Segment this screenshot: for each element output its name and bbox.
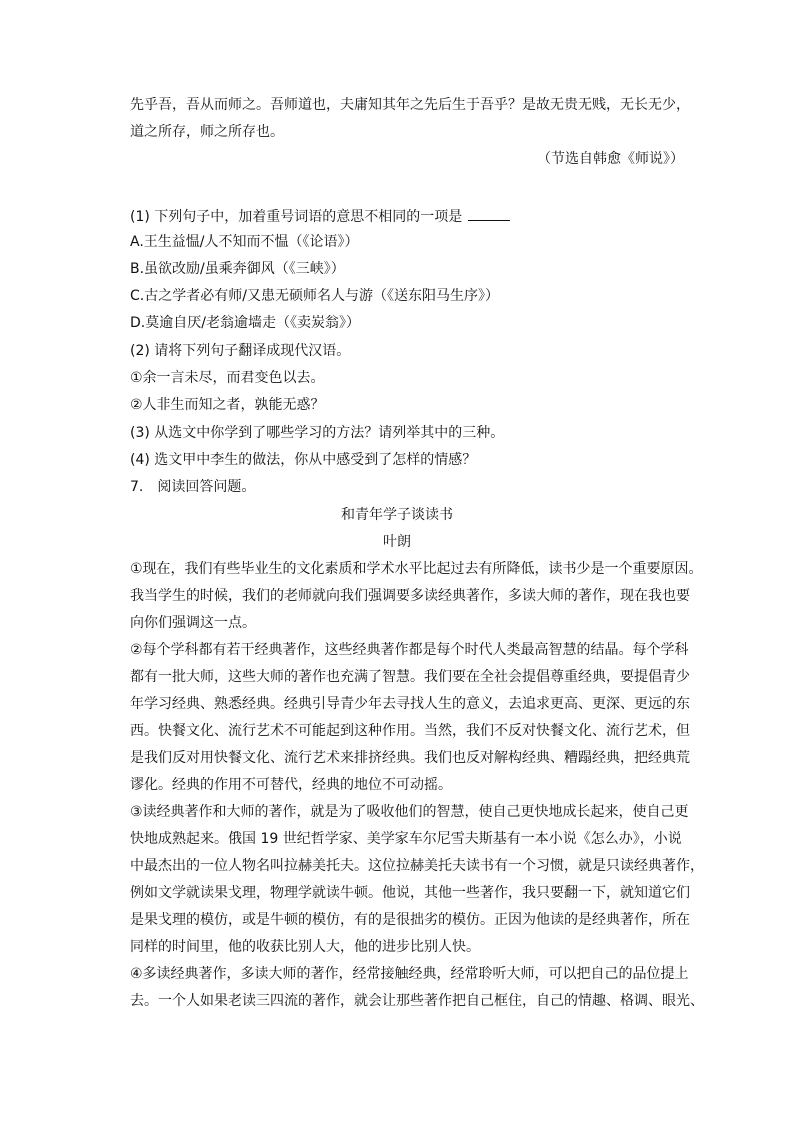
article-line: 谬化。经典的作用不可替代，经典的地位不可动摇。: [130, 777, 452, 793]
question-1: [130, 206, 510, 226]
question-1-text: (1) 下列句子中，加着重号词语的意思不相同的一项是: [130, 209, 463, 225]
article-title: 和青年学子谈读书: [341, 507, 453, 523]
article-line: ③读经典著作和大师的著作，就是为了吸收他们的智慧，使自己更快地成长起来，使自己更: [130, 804, 689, 820]
article-line: 向你们强调这一点。: [130, 615, 256, 631]
article-line: 同样的时间里，他的收获比别人大，他的进步比别人快。: [130, 939, 480, 955]
article-line: 西。快餐文化、流行艺术不可能起到这种作用。当然，我们不反对快餐文化、流行艺术，但: [130, 723, 690, 739]
passage-line-1: 先乎吾，吾从而师之。吾师道也，夫庸知其年之先后生于吾乎？是故无贵无贱，无长无少，: [130, 97, 690, 113]
question-4: (4) 选文甲中李生的做法，你从中感受到了怎样的情感？: [130, 452, 477, 468]
article-line: 年学习经典、熟悉经典。经典引导青少年去寻找人生的意义，去追求更高、更深、更远的东: [130, 696, 690, 712]
passage-source: （节选自韩愈《师说》）: [537, 151, 684, 167]
question-2: (2) 请将下列句子翻译成现代汉语。: [130, 343, 351, 359]
question-3: (3) 从选文中你学到了哪些学习的方法？请列举其中的三种。: [130, 425, 505, 441]
option-d: D.莫逾自厌/老翁逾墙走（《卖炭翁》）: [130, 315, 360, 331]
section-7-heading: 7. 阅读回答问题。: [130, 479, 256, 495]
article-line: 去。一个人如果老读三四流的著作，就会让那些著作把自己框住，自己的情趣、格调、眼光、: [130, 993, 704, 1009]
article-line: 中最杰出的一位人物名叫拉赫美托夫。这位拉赫美托夫读书有一个习惯，就是只读经典著作，: [130, 858, 704, 874]
article-line: 是果戈理的模仿，或是牛顿的模仿，有的是很拙劣的模仿。正因为他读的是经典著作，所在: [130, 912, 690, 928]
article-line: 例如文学就读果戈理，物理学就读牛顿。他说，其他一些著作，我只要翻一下，就知道它们: [130, 885, 690, 901]
answer-blank: [468, 206, 510, 221]
passage-line-2: 道之所存，师之所存也。: [130, 124, 284, 140]
article-line: 都有一批大师，这些大师的著作也充满了智慧。我们要在全社会提倡尊重经典，要提倡青少: [130, 669, 690, 685]
article-line: ②每个学科都有若干经典著作，这些经典著作都是每个时代人类最高智慧的结晶。每个学科: [130, 642, 689, 658]
article-line: 我当学生的时候，我们的老师就向我们强调要多读经典著作，多读大师的著作，现在我也要: [130, 588, 690, 604]
article-line: 快地成熟起来。俄国 19 世纪哲学家、美学家车尔尼雪夫斯基有一本小说《怎么办》，小说: [130, 831, 682, 847]
question-2-sentence-2: ②人非生而知之者，孰能无惑？: [130, 397, 325, 413]
option-a: A.王生益愠/人不知而不愠（《论语》）: [130, 234, 359, 250]
option-c: C.古之学者必有师/又患无硕师名人与游（《送东阳马生序》）: [130, 288, 499, 304]
article-author: 叶朗: [383, 534, 411, 550]
option-b: B.虽欲改励/虽乘奔御风（《三峡》）: [130, 261, 345, 277]
question-2-sentence-1: ①余一言未尽，而君变色以去。: [130, 370, 325, 386]
article-line: ①现在，我们有些毕业生的文化素质和学术水平比起过去有所降低，读书少是一个重要原因。: [130, 561, 703, 577]
article-line: ④多读经典著作，多读大师的著作，经常接触经典，经常聆听大师，可以把自己的品位提上: [130, 966, 689, 982]
article-line: 是我们反对用快餐文化、流行艺术来排挤经典。我们也反对解构经典、糟蹋经典，把经典荒: [130, 750, 690, 766]
